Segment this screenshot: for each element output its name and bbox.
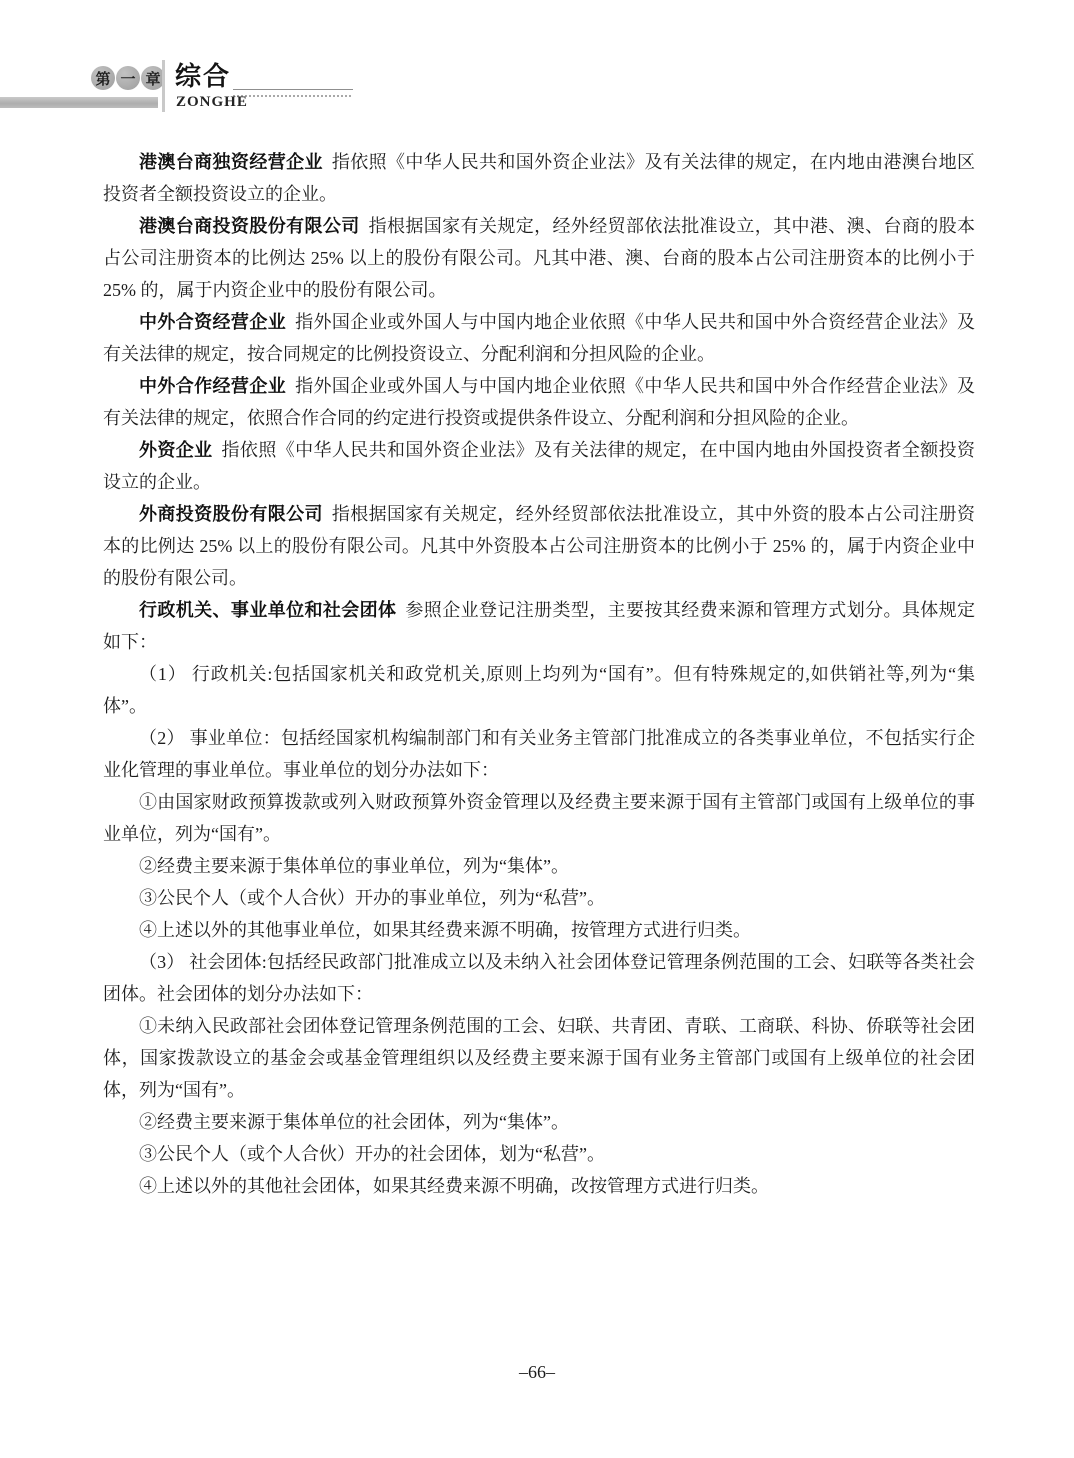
chapter-header-bar	[0, 97, 158, 108]
term-label: 中外合资经营企业	[139, 312, 287, 332]
paragraph-text: ②经费主要来源于集体单位的事业单位，列为“集体”。	[139, 856, 569, 876]
paragraph-text: ①由国家财政预算拨款或列入财政预算外资金管理以及经费主要来源于国有主管部门或国有上级单位的事业单位，列为“国有”。	[103, 792, 975, 844]
paragraph	[103, 1170, 975, 1202]
paragraph	[103, 850, 975, 882]
paragraph-text: 指外国企业或外国人与中国内地企业依照《中华人民共和国中外合作经营企业法》及有关法律的规定，依照合作合同的约定进行投资或提供条件设立、分配利润和分担风险的企业。	[103, 376, 975, 428]
paragraph-text: 指依照《中华人民共和国外资企业法》及有关法律的规定，在内地由港澳台地区投资者全额投资设立的企业。	[103, 152, 976, 204]
paragraph	[103, 722, 975, 786]
paragraph	[103, 498, 975, 594]
paragraph-text: 指外国企业或外国人与中国内地企业依照《中华人民共和国中外合资经营企业法》及有关法律的规定，按合同规定的比例投资设立、分配利润和分担风险的企业。	[103, 312, 975, 364]
paragraph-text: （1） 行政机关:包括国家机关和政党机关,原则上均列为“国有”。但有特殊规定的,如供销社等,列为“集体”。	[103, 664, 975, 716]
paragraph-text: ④上述以外的其他事业单位，如果其经费来源不明确，按管理方式进行归类。	[139, 920, 751, 940]
paragraph	[103, 434, 975, 498]
paragraph-text: 指根据国家有关规定，经外经贸部依法批准设立，其中港、澳、台商的股本占公司注册资本的比例达 25% 以上的股份有限公司。凡其中港、澳、台商的股本占公司注册资本的比例小于 25% 的，属于内资企业中的股份有限公司。	[103, 216, 976, 300]
header-divider	[162, 60, 165, 112]
paragraph-text: ①未纳入民政部社会团体登记管理条例范围的工会、妇联、共青团、青联、工商联、科协、侨联等社会团体，国家拨款设立的基金会或基金管理组织以及经费主要来源于国有业务主管部门或国有上级单位的社会团体，列为“国有”。	[103, 1016, 975, 1100]
paragraph	[103, 370, 975, 434]
section-title: 综合	[175, 61, 232, 91]
paragraph	[103, 658, 975, 722]
paragraph	[103, 210, 975, 306]
title-rule-dotted	[233, 95, 351, 97]
paragraph	[103, 1106, 975, 1138]
paragraph-text: （2） 事业单位：包括经国家机构编制部门和有关业务主管部门批准成立的各类事业单位，不包括实行企业化管理的事业单位。事业单位的划分办法如下：	[103, 728, 975, 780]
paragraph-text: 指依照《中华人民共和国外资企业法》及有关法律的规定，在中国内地由外国投资者全额投资设立的企业。	[103, 440, 975, 492]
paragraph	[103, 882, 975, 914]
section-subtitle: ZONGHE	[176, 94, 248, 110]
body-content	[103, 146, 975, 1202]
paragraph	[103, 786, 975, 850]
paragraph-text: ③公民个人（或个人合伙）开办的社会团体，划为“私营”。	[139, 1144, 605, 1164]
paragraph-text: ②经费主要来源于集体单位的社会团体，列为“集体”。	[139, 1112, 569, 1132]
chapter-badge-circle: 章	[141, 66, 165, 90]
term-label: 中外合作经营企业	[139, 376, 287, 396]
paragraph-text: ③公民个人（或个人合伙）开办的事业单位，列为“私营”。	[139, 888, 605, 908]
paragraph	[103, 146, 975, 210]
term-label: 行政机关、事业单位和社会团体	[139, 600, 397, 620]
chapter-badge-circle: 第	[91, 66, 115, 90]
paragraph	[103, 1010, 975, 1106]
title-rule-solid	[233, 89, 353, 90]
paragraph-text: ④上述以外的其他社会团体，如果其经费来源不明确，改按管理方式进行归类。	[139, 1176, 769, 1196]
paragraph-text: （3） 社会团体:包括经民政部门批准成立以及未纳入社会团体登记管理条例范围的工会、妇联等各类社会团体。社会团体的划分办法如下：	[103, 952, 975, 1004]
chapter-badge-circle: 一	[116, 66, 140, 90]
term-label: 港澳台商独资经营企业	[139, 152, 323, 172]
paragraph	[103, 946, 975, 1010]
paragraph	[103, 1138, 975, 1170]
paragraph	[103, 306, 975, 370]
paragraph	[103, 594, 975, 658]
chapter-badge	[91, 66, 165, 90]
term-label: 外资企业	[139, 440, 213, 460]
paragraph-text: 指根据国家有关规定，经外经贸部依法批准设立，其中外资的股本占公司注册资本的比例达 25% 以上的股份有限公司。凡其中外资股本占公司注册资本的比例小于 25% 的，属于内资企业中的股份有限公司。	[103, 504, 976, 588]
term-label: 港澳台商投资股份有限公司	[139, 216, 360, 236]
page-number: –66–	[519, 1362, 555, 1382]
term-label: 外商投资股份有限公司	[139, 504, 323, 524]
paragraph-text: 参照企业登记注册类型，主要按其经费来源和管理方式划分。具体规定如下：	[103, 600, 976, 652]
paragraph	[103, 914, 975, 946]
